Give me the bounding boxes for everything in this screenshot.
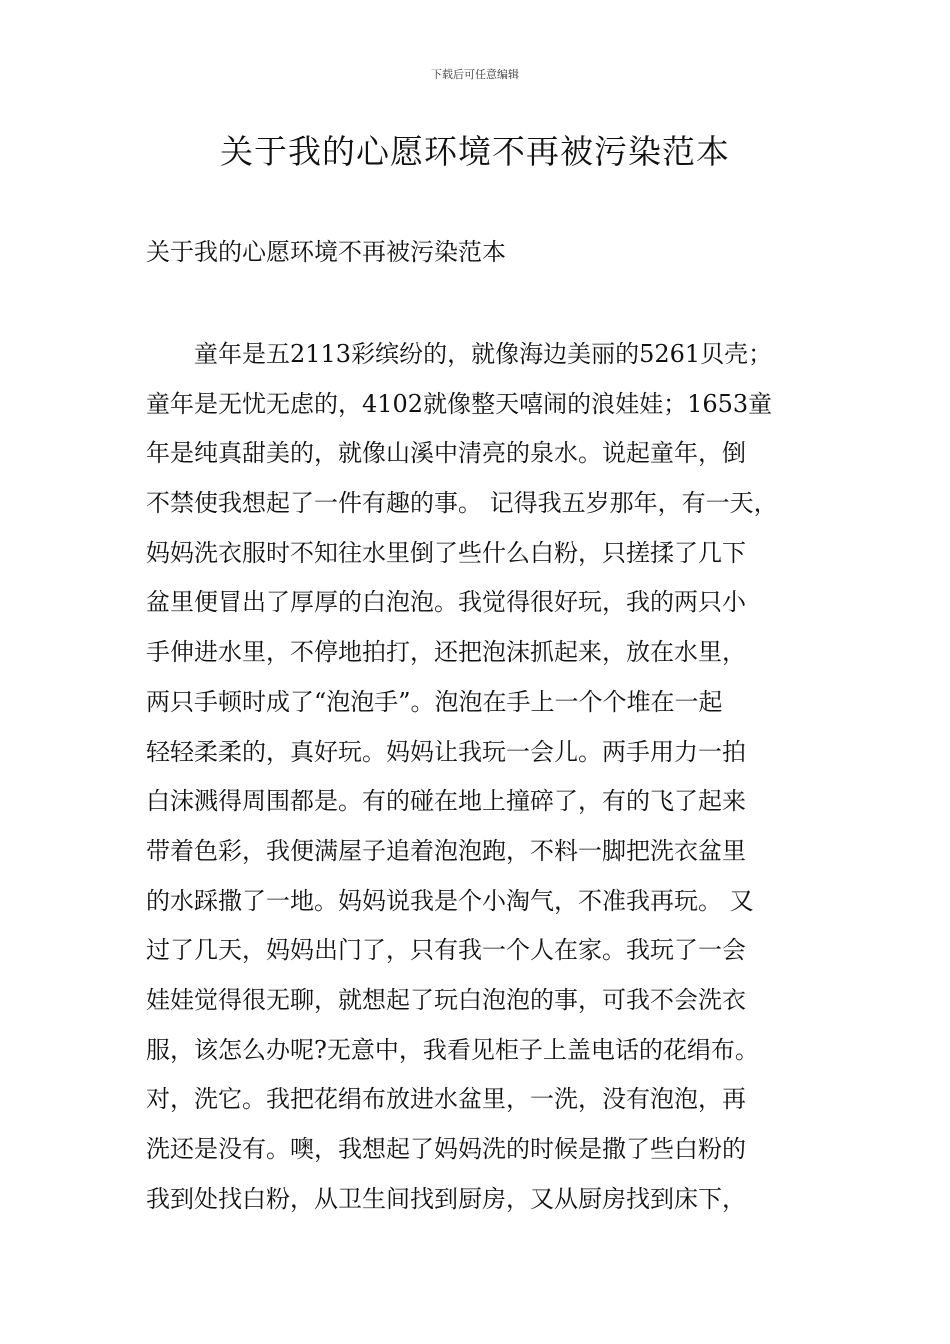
text-line: 我到处找白粉，从卫生间找到厨房，又从厨房找到床下，	[146, 1184, 746, 1213]
text-line: 手伸进水里，不停地拍打，还把泡沫抓起来，放在水里，	[146, 638, 746, 667]
page-header-note: 下载后可任意编辑	[431, 68, 519, 81]
text-line: 对，洗它。我把花绢布放进水盆里，一洗，没有泡泡，再	[146, 1085, 746, 1114]
text-line: 带着色彩，我便满屋子追着泡泡跑，不料一脚把洗衣盆里	[146, 836, 746, 865]
text-line: 不禁使我想起了一件有趣的事。 记得我五岁那年，有一天，	[146, 489, 778, 518]
text-line: 轻轻柔柔的，真好玩。妈妈让我玩一会儿。两手用力一拍	[146, 737, 746, 766]
text-line: 童年是无忧无虑的，4102就像整天嘻闹的浪娃娃；1653童	[146, 389, 773, 418]
text-line: 两只手顿时成了“泡泡手”。泡泡在手上一个个堆在一起	[146, 687, 723, 716]
text-line: 盆里便冒出了厚厚的白泡泡。我觉得很好玩，我的两只小	[146, 588, 746, 617]
text-line: 的水踩撒了一地。妈妈说我是个小淘气，不准我再玩。 又	[146, 886, 754, 915]
document-subtitle: 关于我的心愿环境不再被污染范本	[146, 238, 506, 266]
text-line: 白沫溅得周围都是。有的碰在地上撞碎了，有的飞了起来	[146, 787, 746, 816]
text-line: 服，该怎么办呢?无意中，我看见柜子上盖电话的花绢布。	[146, 1035, 759, 1064]
text-line: 年是纯真甜美的，就像山溪中清亮的泉水。说起童年，倒	[146, 439, 746, 468]
document-title: 关于我的心愿环境不再被污染范本	[220, 132, 730, 171]
text-line: 童年是五2113彩缤纷的，就像海边美丽的5261贝壳；	[146, 340, 773, 368]
text-line: 娃娃觉得很无聊，就想起了玩白泡泡的事，可我不会洗衣	[146, 985, 746, 1014]
body-text	[146, 330, 836, 1224]
text-line: 妈妈洗衣服时不知往水里倒了些什么白粉，只搓揉了几下	[146, 538, 746, 567]
text-line: 过了几天，妈妈出门了，只有我一个人在家。我玩了一会	[146, 936, 746, 965]
text-line: 洗还是没有。噢，我想起了妈妈洗的时候是撒了些白粉的	[146, 1135, 746, 1163]
